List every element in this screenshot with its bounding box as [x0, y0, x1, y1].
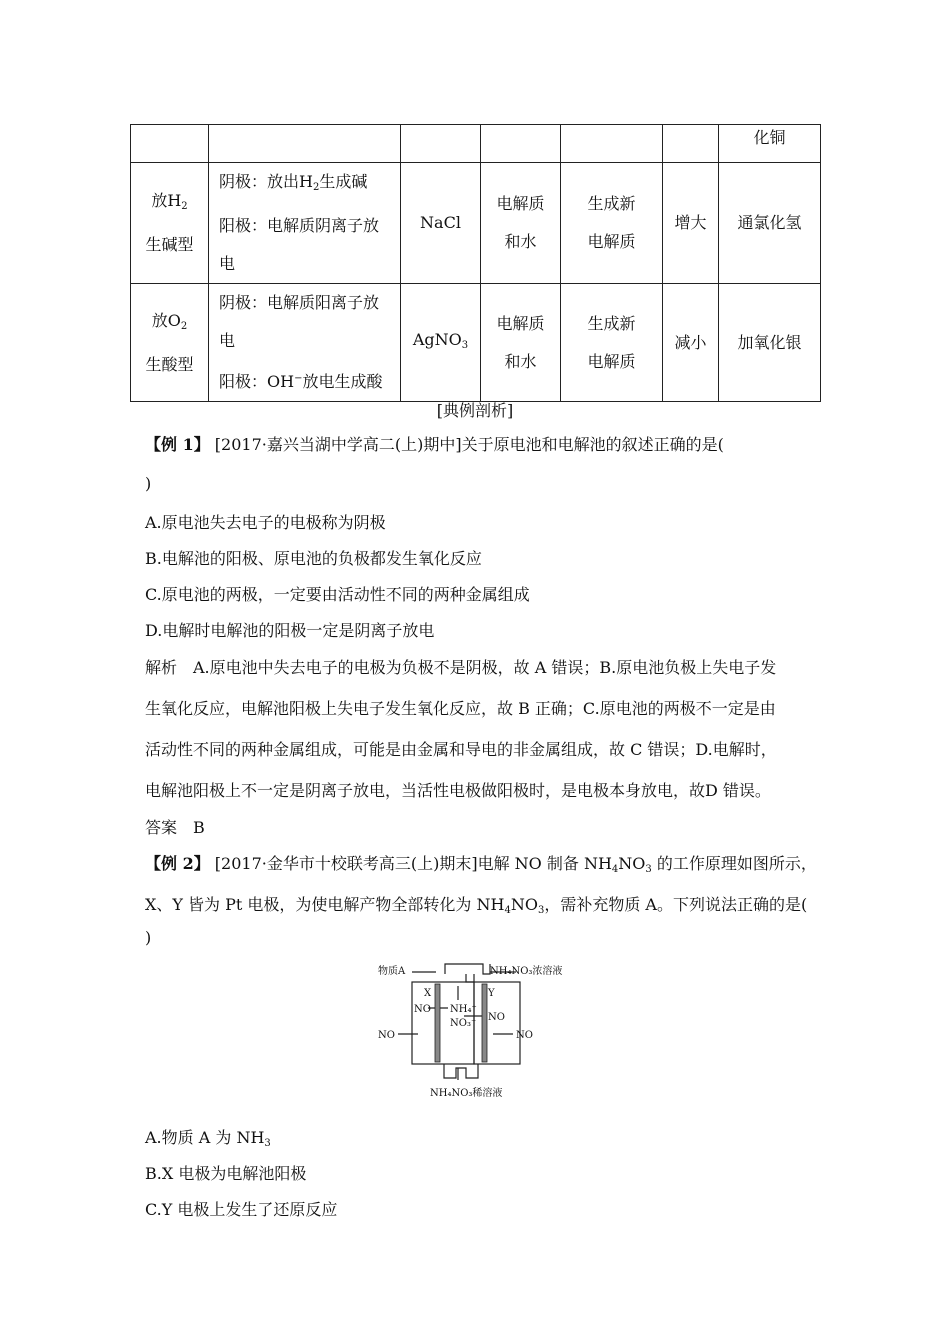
example1-analysis-line: 电解池阳极上不一定是阴离子放电，当活性电极做阳极时，是电极本身放电，故D 错误。: [145, 781, 771, 800]
fig-label-no-left-outer: NO: [378, 1030, 395, 1041]
example2-option-b: B.X 电极为电解池阳极: [145, 1164, 307, 1183]
fig-label-material-a: 物质A: [378, 966, 406, 977]
example1-option-b: B.电解池的阳极、原电池的负极都发生氧化反应: [145, 549, 482, 568]
example1-bracket: ): [145, 474, 152, 493]
table-cell-example: AgNO$_3$: [401, 284, 481, 402]
table-cell-recover: 通氯化氢: [719, 163, 821, 284]
electrolysis-type-table: [130, 124, 821, 402]
table-cell-recover: 化铜: [719, 125, 821, 163]
example1-analysis-line: 活动性不同的两种金属组成，可能是由金属和导电的非金属组成，故 C 错误；D.电解时，: [145, 740, 777, 759]
table-cell-substance: 电解质 和水: [481, 163, 561, 284]
example2-bracket: ): [145, 928, 152, 947]
table-cell-type: 放$O_2$ 生酸型: [131, 284, 209, 402]
fig-label-dilute: NH₄NO₃稀溶液: [430, 1088, 503, 1099]
example1-option-c: C.原电池的两极，一定要由活动性不同的两种金属组成: [145, 585, 530, 604]
table-cell-electrode: 阴极：放出$H_2$生成碱 阳极：电解质阴离子放 电: [209, 163, 401, 284]
table-cell-solution: 生成新 电解质: [561, 163, 663, 284]
fig-label-x: X: [424, 988, 432, 999]
example2-option-c: C.Y 电极上发生了还原反应: [145, 1200, 338, 1219]
example2-question: 【例 2】 [2017·金华市十校联考高三(上)期末]电解 NO 制备 $NH_4NO_3$ 的工作原理如图所示，: [145, 854, 817, 875]
example2-tag: 【例 2】: [145, 854, 210, 873]
table-row: [131, 284, 821, 402]
table-cell-recover: 加氧化银: [719, 284, 821, 402]
table-cell-ph: 减小: [663, 284, 719, 402]
fig-label-no-left-inner: NO: [414, 1004, 431, 1015]
table-cell-example: NaCl: [401, 163, 481, 284]
fig-label-no-right-outer: NO: [516, 1030, 533, 1041]
electrode-y-plate: [482, 984, 487, 1062]
example1-analysis-line: 生氧化反应，电解池阳极上失电子发生氧化反应，故 B 正确；C.原电池的两极不一定是由: [145, 699, 776, 718]
table-row: [131, 125, 821, 163]
table-cell-electrode: 阴极：电解质阳离子放 电 阳极：OH−放电生成酸: [209, 284, 401, 402]
fig-label-no-right-inner: NO: [488, 1012, 505, 1023]
table-cell-type: 放$H_2$ 生碱型: [131, 163, 209, 284]
fig-label-concentrated: NH₄NO₃浓溶液: [490, 966, 563, 977]
example1-question: 【例 1】 [2017·嘉兴当湖中学高二(上)期中]关于原电池和电解池的叙述正确的是(: [145, 435, 724, 454]
example1-tag: 【例 1】: [145, 435, 210, 454]
example2-option-a: A.物质 A 为 $NH_3$: [145, 1128, 271, 1149]
fig-label-no3: NO₃⁻: [450, 1018, 477, 1029]
electrode-x-plate: [435, 984, 440, 1062]
table-cell-substance: 电解质 和水: [481, 284, 561, 402]
section-title: [典例剖析]: [436, 401, 514, 420]
electrolysis-cell-diagram: [378, 960, 593, 1100]
table-row: [131, 163, 821, 284]
example1-option-d: D.电解时电解池的阳极一定是阴离子放电: [145, 621, 435, 640]
fig-label-y: Y: [488, 988, 495, 999]
table-cell-ph: 增大: [663, 163, 719, 284]
example1-answer: 答案 B: [145, 818, 205, 837]
example1-analysis-line: 解析 A.原电池中失去电子的电极为负极不是阴极，故 A 错误；B.原电池负极上失电子发: [145, 658, 777, 677]
example2-question-line: X、Y 皆为 Pt 电极，为使电解产物全部转化为 $NH_4NO_3$，需补充物质 A。下列说法正确的是(: [145, 895, 808, 916]
example1-option-a: A.原电池失去电子的电极称为阴极: [145, 513, 386, 532]
fig-label-nh4: NH₄⁺: [450, 1004, 477, 1015]
table-cell-solution: 生成新 电解质: [561, 284, 663, 402]
